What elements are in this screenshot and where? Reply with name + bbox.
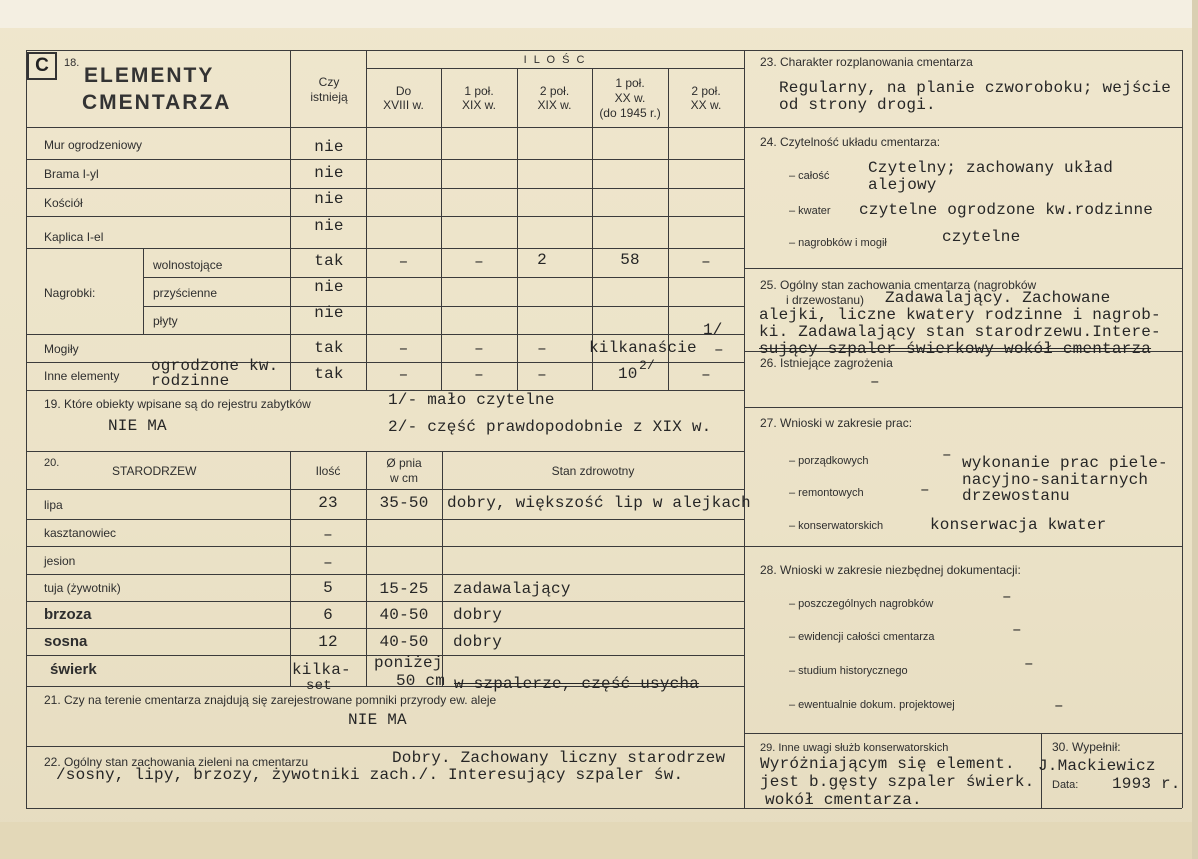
row-mogily-c4: kilkanaście: [589, 339, 697, 357]
exists-header-1: Czy: [318, 75, 340, 89]
rule: [744, 407, 1182, 408]
col-1pol-xx-1: 1 poł.: [615, 76, 645, 90]
col-1pol-xx-2: XX w.: [614, 91, 646, 105]
s23-text-1: Regularny, na planie czworoboku; wejście: [779, 79, 1172, 97]
row-wolno-c4: 58: [620, 251, 640, 269]
row-brama-label: Brama I-yl: [44, 167, 99, 181]
s30-date: 1993 r.: [1112, 775, 1181, 793]
s29-label: 29. Inne uwagi służb konserwatorskich: [760, 742, 949, 754]
row-kaplica-label: Kaplica I-el: [44, 230, 104, 244]
rule: [366, 451, 367, 687]
s19-answer: NIE MA: [108, 417, 167, 435]
col-2pol-xix-1: 2 poł.: [539, 84, 570, 98]
s30-date-label: Data:: [1052, 779, 1079, 791]
row-wolno-exists: tak: [314, 252, 344, 270]
s26-label: 26. Istniejące zagrożenia: [760, 356, 893, 370]
doc-item-label: – ewentualnie dokum. projektowej: [789, 699, 955, 711]
s27-kons-label: – konserwatorskich: [789, 520, 884, 532]
tree-row-diam: 40-50: [379, 606, 429, 624]
rule: [143, 306, 744, 307]
row-mogily-mark: 1/: [703, 321, 723, 339]
s19-note-2: 2/- część prawdopodobnie z XIX w.: [388, 418, 712, 436]
col-do-xviii-2: XVIII w.: [383, 98, 424, 112]
s22-text-1: Dobry. Zachowany liczny starodrzew: [392, 749, 726, 767]
rule: [744, 268, 1182, 269]
row-przysc-exists: nie: [314, 278, 344, 296]
row-wolno-c1: –: [398, 253, 409, 271]
rule: [26, 216, 744, 217]
frame-bottom: [26, 808, 1182, 809]
s25-text-1: Zadawalający. Zachowane: [885, 289, 1111, 307]
rule: [26, 127, 744, 128]
row-kaplica-exists: nie: [314, 217, 344, 235]
frame-middle: [744, 50, 745, 808]
rule: [26, 390, 744, 391]
row-mur-exists: nie: [314, 138, 344, 156]
corner-letter-box: C: [27, 52, 57, 80]
s20-number: 20.: [44, 457, 60, 469]
s25-text-2: alejki, liczne kwatery rodzinne i nagrob-: [759, 306, 1161, 324]
s23-text-2: od strony drogi.: [779, 96, 936, 114]
s27-prace-2: nacyjno-sanitarnych: [962, 471, 1149, 489]
s19-label: 19. Które obiekty wpisane są do rejestru zabytków: [44, 397, 311, 411]
rule: [744, 127, 1182, 128]
row-mogily-exists: tak: [314, 339, 344, 357]
s20-header-state: Stan zdrowotny: [551, 464, 635, 478]
s20-header-diam-1: Ø pnia: [386, 456, 422, 470]
tree-row-count: –: [323, 526, 333, 544]
s19-note-1: 1/- mało czytelne: [388, 391, 555, 409]
row-inne-exists: tak: [314, 365, 344, 383]
row-mur-label: Mur ogrodzeniowy: [44, 138, 143, 152]
row-inne-c5: –: [701, 366, 711, 384]
row-inne-label: Inne elementy: [44, 369, 120, 383]
doc-item-label: – ewidencji całości cmentarza: [789, 631, 935, 643]
tree-row-diam: 35-50: [379, 494, 429, 512]
s28-label: 28. Wnioski w zakresie niezbędnej dokumentacji:: [760, 563, 1021, 577]
title-elementy: ELEMENTY: [84, 64, 215, 87]
s30-label: 30. Wypełnił:: [1052, 740, 1121, 754]
rule: [744, 733, 1182, 734]
s27-rem-label: – remontowych: [789, 487, 864, 499]
col-2pol-xix-2: XIX w.: [537, 98, 572, 112]
tree-row-diam: 15-25: [379, 580, 429, 598]
tree-row-state: dobry: [453, 606, 503, 624]
s27-label: 27. Wnioski w zakresie prac:: [760, 416, 913, 430]
tree-row-diam-2: 50 cm: [396, 672, 446, 690]
row-wolno-c2: –: [474, 253, 484, 271]
frame-top: [26, 50, 1182, 51]
row-mogily-c3: –: [537, 340, 547, 358]
rule: [26, 746, 744, 747]
rule: [744, 546, 1182, 547]
row-mogily-label: Mogiły: [44, 342, 79, 356]
row-mogily-c1: –: [398, 340, 409, 358]
col-2pol-xx-2: XX w.: [690, 98, 722, 112]
doc-item-value: –: [1002, 588, 1012, 606]
doc-item-value: –: [1054, 697, 1064, 715]
rule: [26, 451, 744, 452]
s20-header-name: STARODRZEW: [112, 464, 197, 478]
s24-kwater-label: – kwater: [789, 205, 831, 217]
rule: [26, 601, 744, 602]
s20-header-count: Ilość: [315, 464, 341, 478]
tree-row-diam: 40-50: [379, 633, 429, 651]
tree-row-name: lipa: [44, 498, 63, 512]
row-kosciol-label: Kościół: [44, 196, 83, 210]
s24-calosc-1: Czytelny; zachowany układ: [868, 159, 1114, 177]
s25-text-4: sujący szpaler świerkowy wokół cmentarza: [759, 340, 1152, 358]
col-do-xviii-1: Do: [395, 84, 412, 98]
s24-kwater: czytelne ogrodzone kw.rodzinne: [859, 201, 1154, 219]
card-bottom-edge: [0, 822, 1198, 859]
s29-text-3: wokół cmentarza.: [765, 791, 922, 809]
tree-row-name: tuja (żywotnik): [44, 581, 121, 595]
row-wolno-c3: 2: [537, 251, 547, 269]
tree-row-name: sosna: [44, 633, 88, 650]
s25-label-2: i drzewostanu): [786, 293, 865, 307]
tree-row-state: w szpalerze, część usycha: [454, 675, 700, 693]
s21-answer: NIE MA: [348, 711, 407, 729]
quantity-header: I L O Ś C: [523, 54, 587, 66]
rule: [366, 68, 744, 69]
frame-left: [26, 50, 27, 808]
col-1pol-xix-1: 1 poł.: [464, 84, 494, 98]
rule: [26, 159, 744, 160]
tree-row-state: dobry: [453, 633, 503, 651]
tree-row-count: 6: [323, 606, 333, 624]
rule: [26, 362, 744, 363]
row-inne-c4-sup: 2/: [639, 358, 656, 373]
s27-dash-1: –: [942, 446, 952, 464]
rule: [143, 277, 744, 278]
tree-row-state: zadawalający: [453, 580, 571, 598]
tree-row-diam: poniżej: [374, 654, 443, 672]
row-przysc-label: przyścienne: [153, 286, 218, 300]
tree-row-count: –: [323, 554, 333, 572]
s24-calosc-label: – całość: [789, 170, 830, 182]
rule: [442, 451, 443, 687]
s27-prace-1: wykonanie prac piele-: [962, 454, 1168, 472]
tree-row-name: kasztanowiec: [44, 526, 117, 540]
section-18-number: 18.: [64, 57, 80, 69]
tree-row-state: dobry, większość lip w alejkach: [447, 494, 751, 512]
s25-text-3: ki. Zadawalający stan starodrzewu.Intere-: [759, 323, 1161, 341]
rule: [26, 334, 744, 335]
s25-label-1: 25. Ogólny stan zachowania cmentarza (nagrobków: [760, 278, 1037, 292]
s27-porz-label: – porządkowych: [789, 455, 869, 467]
s22-label: 22. Ogólny stan zachowania zieleni na cmentarzu: [44, 755, 309, 769]
s29-text-1: Wyróżniającym się element.: [760, 755, 1015, 773]
row-wolno-c5: –: [701, 253, 711, 271]
s27-dash-2: –: [920, 481, 930, 499]
col-1pol-xx-3: (do 1945 r.): [599, 106, 661, 120]
tree-row-count: kilka-: [292, 661, 351, 679]
rule: [26, 546, 744, 547]
row-inne-c2: –: [474, 366, 484, 384]
rule: [26, 489, 744, 490]
s26-value: –: [870, 373, 880, 391]
row-plyty-exists: nie: [314, 304, 344, 322]
exists-header-2: istnieją: [310, 90, 348, 104]
s20-header-diam-2: w cm: [390, 471, 418, 485]
row-plyty-label: płyty: [153, 314, 178, 328]
col-2pol-xx-1: 2 poł.: [691, 84, 721, 98]
row-inne-c4: 10: [618, 365, 638, 383]
doc-item-label: – studium historycznego: [789, 665, 908, 677]
rule: [143, 248, 144, 334]
rule: [26, 574, 744, 575]
doc-item-value: –: [1024, 655, 1034, 673]
doc-item-value: –: [1012, 621, 1022, 639]
card-right-edge: [1192, 0, 1198, 859]
tree-row-count: 23: [318, 494, 338, 512]
rule: [26, 519, 744, 520]
s24-calosc-2: alejowy: [868, 176, 937, 194]
row-kosciol-exists: nie: [314, 190, 344, 208]
tree-row-name: jesion: [44, 554, 76, 568]
tree-row-count: 5: [323, 579, 333, 597]
row-inne-value-1: ogrodzone kw.: [151, 357, 279, 375]
tree-row-name: świerk: [50, 661, 97, 678]
row-brama-exists: nie: [314, 164, 344, 182]
row-nagrobki-label: Nagrobki:: [44, 286, 96, 300]
s30-name: J.Mackiewicz: [1038, 757, 1156, 775]
row-inne-c3: –: [537, 366, 547, 384]
rule: [26, 628, 744, 629]
s24-nagrobkow: czytelne: [942, 228, 1021, 246]
row-wolno-label: wolnostojące: [153, 258, 223, 272]
tree-row-name: brzoza: [44, 606, 92, 623]
s27-prace-3: drzewostanu: [962, 487, 1070, 505]
title-cmentarza: CMENTARZA: [82, 91, 232, 114]
s22-text-2: /sosny, lipy, brzozy, żywotniki zach./. Interesujący szpaler św.: [56, 766, 684, 784]
row-inne-value-2: rodzinne: [151, 372, 230, 390]
tree-row-count-2: set: [306, 678, 332, 694]
s23-label: 23. Charakter rozplanowania cmentarza: [760, 55, 973, 69]
card-top-edge: [0, 0, 1198, 28]
tree-row-count: 12: [318, 633, 338, 651]
frame-right: [1182, 50, 1183, 808]
rule: [26, 248, 744, 249]
doc-item-label: – poszczególnych nagrobków: [789, 598, 934, 610]
s21-label: 21. Czy na terenie cmentarza znajdują się zarejestrowane pomniki przyrody ew. aleje: [44, 693, 497, 707]
s24-nagrobkow-label: – nagrobków i mogił: [789, 237, 887, 249]
row-mogily-c5: –: [714, 341, 724, 359]
row-mogily-c2: –: [474, 340, 484, 358]
s24-label: 24. Czytelność układu cmentarza:: [760, 135, 941, 149]
s29-text-2: jest b.gęsty szpaler świerk.: [760, 773, 1035, 791]
row-inne-c1: –: [398, 366, 409, 384]
rule: [26, 188, 744, 189]
col-1pol-xix-2: XIX w.: [461, 98, 496, 112]
s27-kons: konserwacja kwater: [930, 516, 1107, 534]
